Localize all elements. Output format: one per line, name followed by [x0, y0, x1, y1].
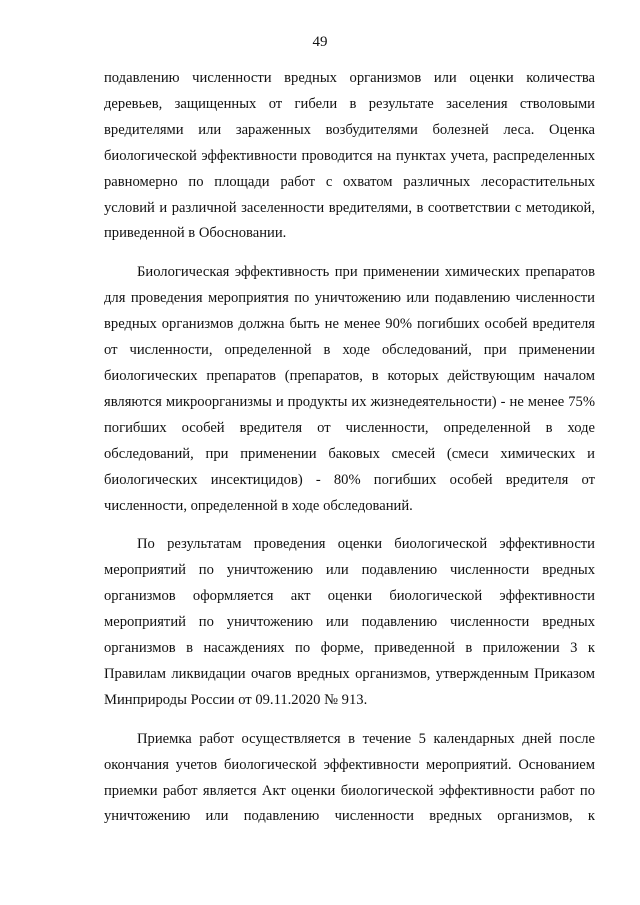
document-body	[104, 66, 595, 843]
paragraph-work-acceptance: Приемка работ осуществляется в течение 5 календарных дней после окончания учетов биологической эффективности мероприятий. Основанием приемки работ является Акт оценки биологической эффективности работ по уничтожению или подавлению численности вредных организмов, к	[104, 730, 595, 825]
paragraph-assessment-act: По результатам проведения оценки биологической эффективности мероприятий по уничтожению или подавлению численности вредных организмов оформляется акт оценки биологической эффективности мероприятий по уничтожению или подавлению численности вредных организмов в насаждениях по форме, приведенной в приложении 3 к Правилам ликвидации очагов вредных организмов, утвержденным Приказом Минприроды России от 09.11.2020 № 913.	[104, 536, 595, 708]
page-number: 49	[312, 34, 328, 50]
paragraph-continuation: подавлению численности вредных организмов или оценки количества деревьев, защищенных от гибели в результате заселения стволовыми вредителями или зараженных возбудителями болезней леса. Оценка биологической эффективности проводится на пунктах учета, распределенных равномерно по площади работ с охватом различных лесорастительных условий и различной заселенности вредителями, в соответствии с методикой, приведенной в Обосновании.	[104, 70, 595, 242]
paragraph-biological-efficiency: Биологическая эффективность при применении химических препаратов для проведения мероприятия по уничтожению или подавлению численности вредных организмов должна быть не менее 90% погибших особей вредителя от численности, определенной в ходе обследований, при применении биологических препаратов (препаратов, в которых действующим началом являются микроорганизмы и продукты их жизнедеятельности) - не менее 75% погибших особей вредителя от численности, определенной в ходе обследований, при применении баковых смесей (смеси химических и биологических инсектицидов) - 80% погибших особей вредителя от численности, определенной в ходе обследований.	[104, 264, 595, 514]
